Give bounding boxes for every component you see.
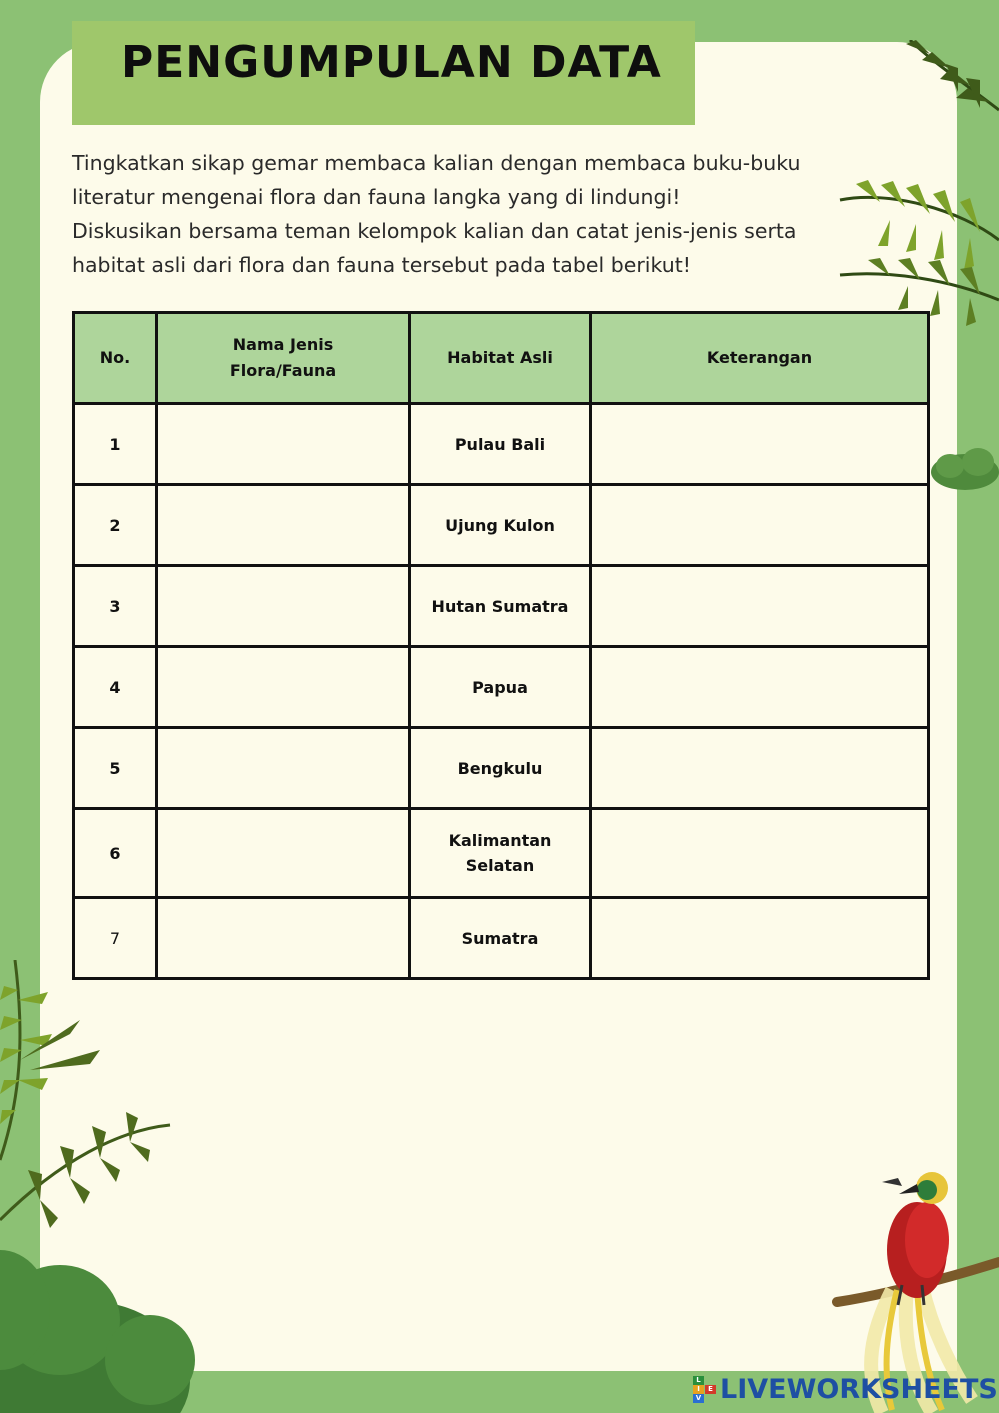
cell-habitat: Bengkulu xyxy=(410,728,591,809)
cell-notes-input[interactable] xyxy=(591,566,929,647)
cell-habitat xyxy=(410,809,591,898)
cell-name-input[interactable] xyxy=(157,647,410,728)
cell-no: 1 xyxy=(74,404,157,485)
header-notes: Keterangan xyxy=(591,313,929,404)
table-row xyxy=(74,566,929,647)
table-row xyxy=(74,404,929,485)
bush-right xyxy=(930,440,999,490)
logo-letter: I xyxy=(693,1385,704,1394)
intro-line: Tingkatkan sikap gemar membaca kalian dengan membaca buku-buku xyxy=(72,151,801,175)
cell-name-input[interactable] xyxy=(157,898,410,979)
table-row xyxy=(74,485,929,566)
brand-text: LIVEWORKSHEETS xyxy=(720,1373,998,1405)
palm-leaves-top-right xyxy=(830,40,999,340)
intro-line: literatur mengenai flora dan fauna langka yang di lindungi! xyxy=(72,185,681,209)
intro-line: Diskusikan bersama teman kelompok kalian dan catat jenis-jenis serta xyxy=(72,219,797,243)
cell-no: 7 xyxy=(74,898,157,979)
table-row xyxy=(74,728,929,809)
table-row xyxy=(74,898,929,979)
cell-notes-input[interactable] xyxy=(591,485,929,566)
header-habitat: Habitat Asli xyxy=(410,313,591,404)
liveworksheets-logo-2 xyxy=(705,1385,716,1394)
cell-notes-input[interactable] xyxy=(591,647,929,728)
liveworksheets-brand[interactable] xyxy=(693,1373,998,1405)
cell-name-input[interactable] xyxy=(157,404,410,485)
logo-letter: L xyxy=(693,1376,704,1385)
palm-leaves-bottom-left xyxy=(0,960,200,1413)
table-row xyxy=(74,647,929,728)
header-no: No. xyxy=(74,313,157,404)
header-name-line: Nama Jenis xyxy=(232,335,334,354)
cell-no: 5 xyxy=(74,728,157,809)
logo-letter: V xyxy=(693,1394,704,1403)
cell-no: 3 xyxy=(74,566,157,647)
cell-name-input[interactable] xyxy=(157,485,410,566)
cell-notes-input[interactable] xyxy=(591,404,929,485)
habitat-line: Kalimantan xyxy=(448,831,552,850)
cell-habitat: Papua xyxy=(410,647,591,728)
page-title: PENGUMPULAN DATA xyxy=(121,37,662,88)
cell-habitat: Sumatra xyxy=(410,898,591,979)
intro-text xyxy=(72,146,842,282)
liveworksheets-logo xyxy=(693,1376,704,1403)
cell-notes-input[interactable] xyxy=(591,809,929,898)
data-collection-table xyxy=(72,311,930,980)
cell-habitat: Ujung Kulon xyxy=(410,485,591,566)
logo-letter: E xyxy=(705,1385,716,1394)
table-row xyxy=(74,809,929,898)
cell-notes-input[interactable] xyxy=(591,728,929,809)
cell-no: 6 xyxy=(74,809,157,898)
cell-no: 2 xyxy=(74,485,157,566)
habitat-line: Selatan xyxy=(465,856,535,875)
cell-habitat: Pulau Bali xyxy=(410,404,591,485)
cell-notes-input[interactable] xyxy=(591,898,929,979)
table-header-row xyxy=(74,313,929,404)
intro-line: habitat asli dari flora dan fauna tersebut pada tabel berikut! xyxy=(72,253,691,277)
header-name-line: Flora/Fauna xyxy=(229,361,337,380)
header-name xyxy=(157,313,410,404)
cell-habitat: Hutan Sumatra xyxy=(410,566,591,647)
cell-name-input[interactable] xyxy=(157,728,410,809)
cell-no: 4 xyxy=(74,647,157,728)
cell-name-input[interactable] xyxy=(157,566,410,647)
cell-name-input[interactable] xyxy=(157,809,410,898)
